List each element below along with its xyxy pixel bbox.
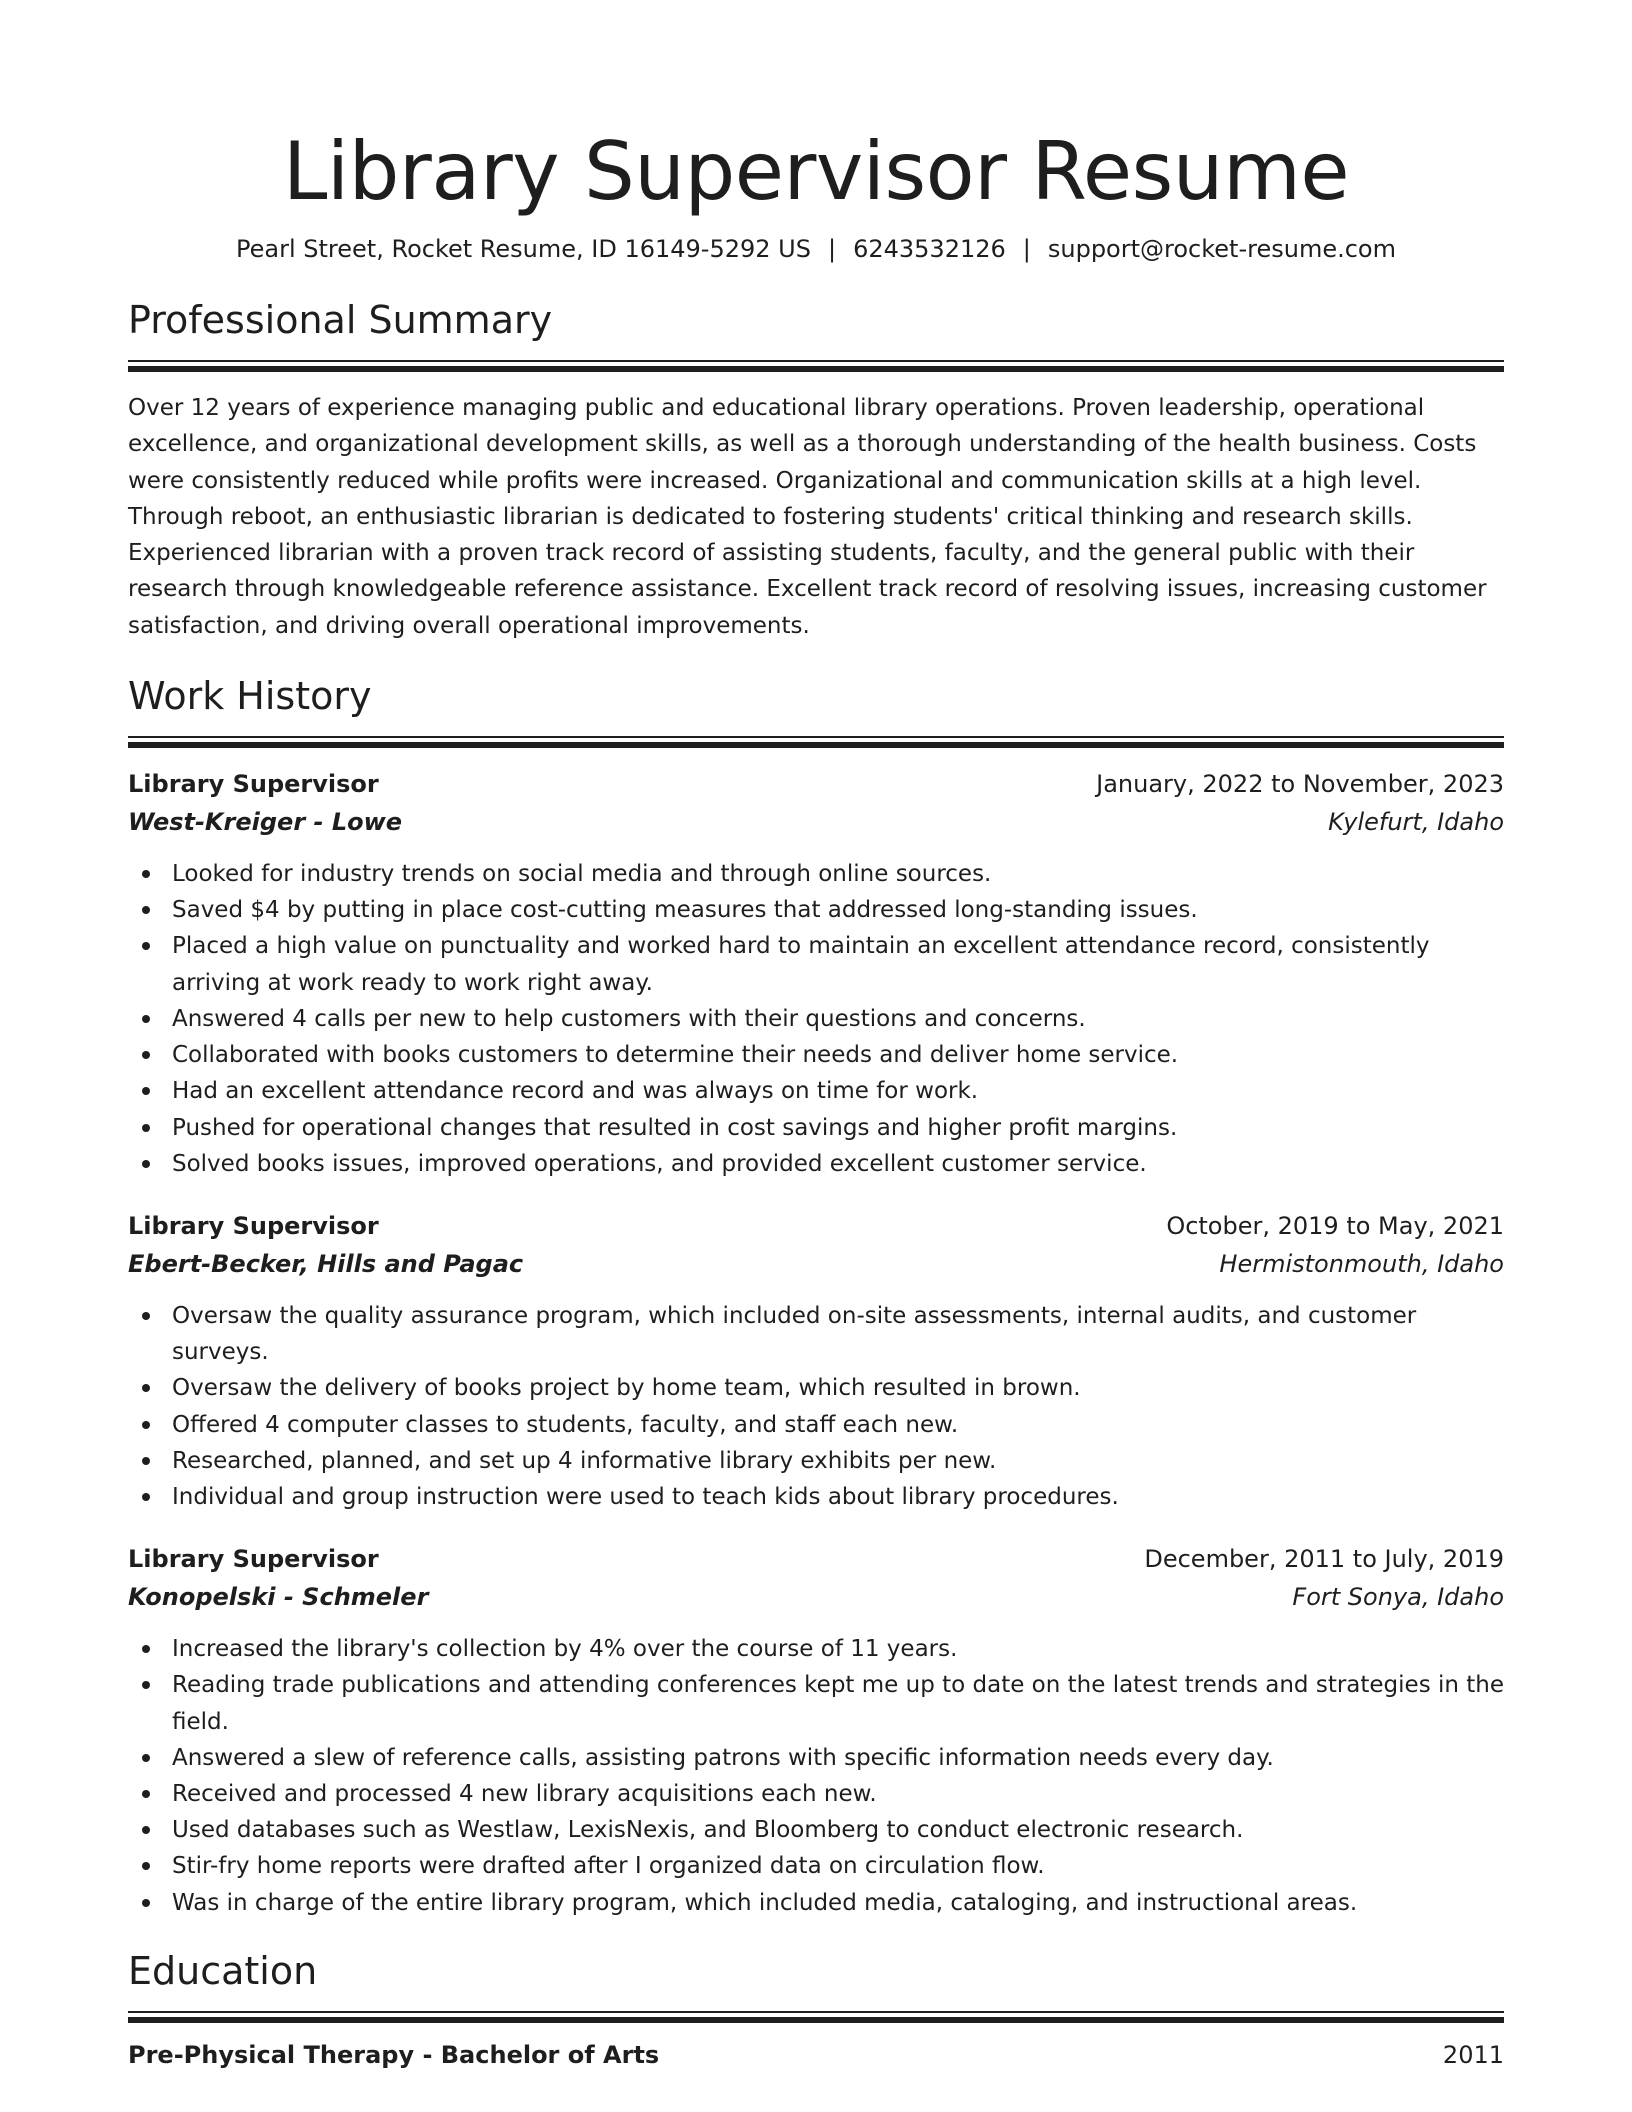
job-entry <box>128 1541 1504 1921</box>
contact-separator: | <box>1022 235 1031 263</box>
work-history-section <box>128 672 1504 1921</box>
summary-line: Experienced librarian with a proven track record of assisting students, faculty, and the general public with their <box>128 540 1415 567</box>
bullet-line: Had an excellent attendance record and was always on time for work. <box>172 1078 979 1105</box>
summary-line: research through knowledgeable reference assistance. Excellent track record of resolving issues, increasing customer <box>128 576 1487 603</box>
job-header-row <box>128 766 1504 802</box>
bullet-line: Pushed for operational changes that resulted in cost savings and higher profit margins. <box>172 1114 1178 1141</box>
job-bullets <box>128 1298 1504 1515</box>
job-bullet <box>172 856 1504 892</box>
bullet-line: Answered 4 calls per new to help customers with their questions and concerns. <box>172 1005 1086 1032</box>
bullet-line: Stir-fry home reports were drafted after I organized data on circulation flow. <box>172 1853 1045 1880</box>
job-entry <box>128 766 1504 1182</box>
bullet-line: arriving at work ready to work right away. <box>172 969 653 996</box>
bullet-line: Placed a high value on punctuality and worked hard to maintain an excellent attendance record, consistently <box>172 933 1430 960</box>
bullet-line: Was in charge of the entire library program, which included media, cataloging, and instructional areas. <box>172 1889 1358 1916</box>
summary-line: Through reboot, an enthusiastic librarian is dedicated to fostering students' critical thinking and research skills. <box>128 503 1413 530</box>
bullet-line: Answered a slew of reference calls, assisting patrons with specific information needs every day. <box>172 1744 1274 1771</box>
job-bullet <box>172 1885 1504 1921</box>
bullet-line: Offered 4 computer classes to students, faculty, and staff each new. <box>172 1411 959 1438</box>
summary-line: satisfaction, and driving overall operational improvements. <box>128 612 810 639</box>
job-bullet <box>172 1146 1504 1182</box>
section-divider <box>128 2011 1504 2025</box>
job-bullet <box>172 1479 1504 1515</box>
summary-text <box>128 390 1504 644</box>
job-location: Hermistonmouth, Idaho <box>1219 1249 1504 1278</box>
section-divider <box>128 360 1504 374</box>
job-bullet <box>172 1667 1504 1739</box>
job-bullet <box>172 1073 1504 1109</box>
bullet-line: surveys. <box>172 1339 269 1366</box>
bullet-line: Individual and group instruction were used to teach kids about library procedures. <box>172 1483 1119 1510</box>
job-header-row <box>128 1541 1504 1577</box>
job-bullet <box>172 1443 1504 1479</box>
contact-email: support@rocket-resume.com <box>1047 235 1396 263</box>
job-bullet <box>172 1001 1504 1037</box>
bullet-line: Received and processed 4 new library acquisitions each new. <box>172 1780 877 1807</box>
section-divider <box>128 736 1504 750</box>
summary-line: were consistently reduced while profits were increased. Organizational and communication skills at a high level. <box>128 467 1422 494</box>
bullet-line: Collaborated with books customers to determine their needs and deliver home service. <box>172 1042 1179 1069</box>
education-section <box>128 1947 1504 2073</box>
summary-section <box>128 296 1504 644</box>
summary-line: Over 12 years of experience managing public and educational library operations. Proven leadership, operational <box>128 395 1425 421</box>
job-title: Library Supervisor <box>128 770 379 799</box>
job-dates: December, 2011 to July, 2019 <box>1144 1545 1504 1574</box>
job-header-row <box>128 1208 1504 1244</box>
bullet-line: Used databases such as Westlaw, LexisNexis, and Bloomberg to conduct electronic research. <box>172 1817 1244 1844</box>
job-bullets <box>128 1631 1504 1921</box>
contact-line <box>128 232 1504 266</box>
bullet-line: Researched, planned, and set up 4 informative library exhibits per new. <box>172 1447 997 1474</box>
job-bullet <box>172 1370 1504 1406</box>
job-location: Fort Sonya, Idaho <box>1292 1583 1504 1612</box>
job-bullet <box>172 1037 1504 1073</box>
education-row <box>128 2037 1504 2073</box>
section-title-education: Education <box>128 1948 318 1993</box>
job-bullet <box>172 1812 1504 1848</box>
job-title: Library Supervisor <box>128 1545 379 1574</box>
job-dates: January, 2022 to November, 2023 <box>1096 770 1504 799</box>
job-company: West-Kreiger - Lowe <box>128 808 403 837</box>
resume-page <box>128 0 1504 2073</box>
bullet-line: Reading trade publications and attending conferences kept me up to date on the latest trends and strategies in the <box>172 1672 1505 1699</box>
bullet-line: Increased the library's collection by 4% over the course of 11 years. <box>172 1636 958 1663</box>
job-bullet <box>172 1110 1504 1146</box>
job-bullet <box>172 1631 1504 1667</box>
bullet-line: Oversaw the delivery of books project by home team, which resulted in brown. <box>172 1375 1081 1402</box>
job-bullets <box>128 856 1504 1182</box>
contact-address: Pearl Street, Rocket Resume, ID 16149-5292 US <box>236 235 811 263</box>
section-title-work-history: Work History <box>128 674 372 719</box>
section-title-summary: Professional Summary <box>128 298 553 342</box>
job-entry <box>128 1208 1504 1515</box>
bullet-line: Oversaw the quality assurance program, which included on-site assessments, internal audits, and customer <box>172 1302 1417 1329</box>
job-bullet <box>172 1740 1504 1776</box>
job-company: Konopelski - Schmeler <box>128 1583 429 1612</box>
job-bullet <box>172 1407 1504 1443</box>
bullet-line: field. <box>172 1708 229 1735</box>
bullet-line: Looked for industry trends on social media and through online sources. <box>172 861 992 888</box>
job-title: Library Supervisor <box>128 1211 379 1240</box>
job-bullet <box>172 892 1504 928</box>
job-company-row <box>128 1577 1504 1617</box>
job-company-row <box>128 802 1504 842</box>
job-company: Ebert-Becker, Hills and Pagac <box>128 1249 524 1278</box>
contact-phone: 6243532126 <box>853 235 1006 263</box>
job-bullet <box>172 1776 1504 1812</box>
summary-line: excellence, and organizational development skills, as well as a thorough understanding of the health business. Costs <box>128 431 1477 458</box>
job-bullet <box>172 928 1504 1000</box>
bullet-line: Solved books issues, improved operations, and provided excellent customer service. <box>172 1150 1147 1177</box>
resume-title: Library Supervisor Resume <box>282 125 1350 218</box>
job-location: Kylefurt, Idaho <box>1328 808 1504 837</box>
education-year: 2011 <box>1442 2040 1504 2069</box>
job-bullet <box>172 1848 1504 1884</box>
job-bullet <box>172 1298 1504 1370</box>
job-dates: October, 2019 to May, 2021 <box>1166 1211 1504 1240</box>
job-company-row <box>128 1244 1504 1284</box>
bullet-line: Saved $4 by putting in place cost-cutting measures that addressed long-standing issues. <box>172 897 1198 924</box>
contact-separator: | <box>827 235 837 263</box>
education-degree: Pre-Physical Therapy - Bachelor of Arts <box>128 2040 660 2069</box>
